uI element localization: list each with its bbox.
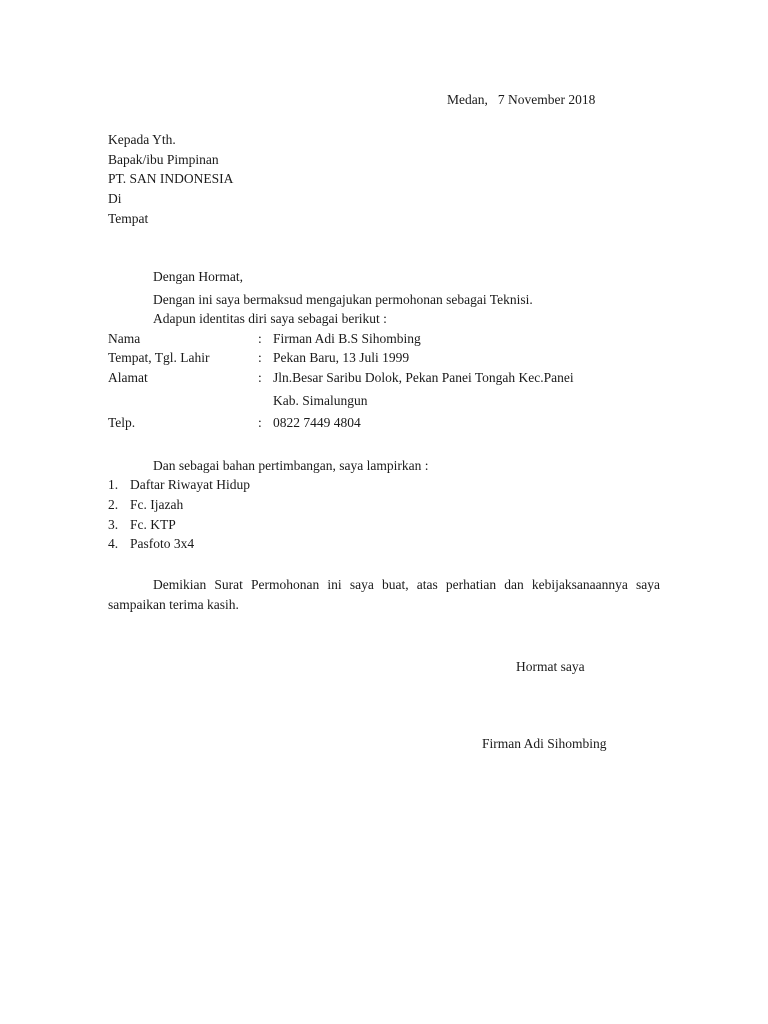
attachment-item: Daftar Riwayat Hidup xyxy=(130,477,250,492)
intent-sentence: Dengan ini saya bermaksud mengajukan permohonan sebagai Teknisi. xyxy=(153,292,533,307)
attachment-item: Fc. KTP xyxy=(130,517,176,532)
recipient-line-4: Di xyxy=(108,191,122,206)
recipient-line-5: Tempat xyxy=(108,211,149,226)
phone-value: 0822 7449 4804 xyxy=(273,415,361,430)
identity-intro: Adapun identitas diri saya sebagai berikut : xyxy=(153,311,387,326)
recipient-company: PT. SAN INDONESIA xyxy=(108,171,234,186)
date-line xyxy=(447,92,595,108)
birth-colon: : xyxy=(258,350,262,365)
name-label: Nama xyxy=(108,331,141,346)
birth-value: Pekan Baru, 13 Juli 1999 xyxy=(273,350,410,365)
phone-colon: : xyxy=(258,415,262,430)
address-value-line-1: Jln.Besar Saribu Dolok, Pekan Panei Tongah Kec.Panei xyxy=(273,370,574,385)
address-value-line-2: Kab. Simalungun xyxy=(273,393,368,408)
attachment-number: 3. xyxy=(108,517,119,532)
attachment-number: 2. xyxy=(108,497,119,512)
name-value: Firman Adi B.S Sihombing xyxy=(273,331,421,346)
recipient-line-1: Kepada Yth. xyxy=(108,132,176,147)
closing-paragraph: Demikian Surat Permohonan ini saya buat, atas perhatian dan kebijaksanaannya saya sampaikan terima kasih. xyxy=(108,577,660,612)
birth-label: Tempat, Tgl. Lahir xyxy=(108,350,210,365)
closing-regards: Hormat saya xyxy=(516,659,585,674)
attachment-item: Fc. Ijazah xyxy=(130,497,184,512)
signature-name: Firman Adi Sihombing xyxy=(482,736,607,751)
attachments-intro: Dan sebagai bahan pertimbangan, saya lampirkan : xyxy=(153,458,429,473)
greeting: Dengan Hormat, xyxy=(153,269,243,284)
attachment-item: Pasfoto 3x4 xyxy=(130,536,195,551)
recipient-line-2: Bapak/ibu Pimpinan xyxy=(108,152,219,167)
address-colon: : xyxy=(258,370,262,385)
attachment-number: 4. xyxy=(108,536,119,551)
phone-label: Telp. xyxy=(108,415,136,430)
date-value: 7 November 2018 xyxy=(497,92,596,107)
address-label: Alamat xyxy=(108,370,148,385)
date-city: Medan, xyxy=(447,92,488,107)
attachment-number: 1. xyxy=(108,477,119,492)
name-colon: : xyxy=(258,331,262,346)
